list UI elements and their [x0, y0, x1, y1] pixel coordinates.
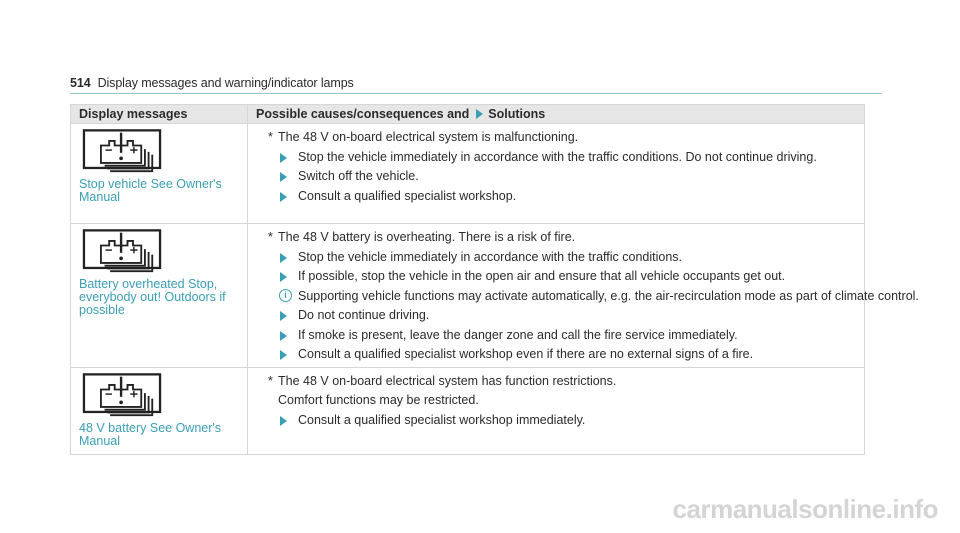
step-text: Consult a qualified specialist workshop. — [298, 188, 517, 203]
info-icon: i — [279, 289, 292, 302]
arrow-icon — [280, 192, 287, 202]
solution-cell — [248, 224, 919, 368]
solution-step — [268, 169, 864, 189]
arrow-icon — [280, 416, 287, 426]
cause-text: Comfort functions may be restricted. — [278, 393, 479, 407]
arrow-icon — [280, 350, 287, 360]
cause-line — [268, 230, 864, 250]
table-row — [71, 224, 865, 368]
arrow-icon — [476, 109, 483, 119]
solution-step — [268, 413, 864, 433]
arrow-icon — [280, 172, 287, 182]
solution-step — [268, 328, 864, 348]
info-note — [268, 288, 919, 309]
message-cell — [71, 124, 248, 224]
solution-step — [268, 308, 864, 328]
step-text: If possible, stop the vehicle in the open air and ensure that all vehicle occupants get out. — [298, 269, 786, 283]
solution-cell — [248, 367, 865, 454]
col-header-solutions-label: Solutions — [488, 107, 546, 121]
display-message-text: Battery overheated Stop, everybody out! Outdoors if possible — [79, 277, 226, 317]
message-cell — [71, 224, 248, 368]
table-row — [71, 367, 865, 454]
step-text: Switch off the vehicle. — [298, 169, 419, 183]
step-text: If smoke is present, leave the danger zone and call the fire service immediately. — [298, 327, 738, 342]
solution-cell — [248, 124, 865, 224]
battery-warning-icon — [79, 229, 165, 273]
cause-line — [268, 374, 864, 394]
solution-step — [268, 150, 864, 170]
step-text: Consult a qualified specialist workshop even if there are no external signs of a fire. — [298, 347, 754, 361]
arrow-icon — [280, 311, 287, 321]
solution-step — [268, 269, 864, 289]
footnote-star: * — [268, 230, 273, 244]
arrow-icon — [280, 331, 287, 341]
message-cell — [71, 367, 248, 454]
battery-warning-icon — [79, 373, 165, 417]
arrow-icon — [280, 272, 287, 282]
cause-continuation — [268, 393, 864, 413]
page-number: 514 — [70, 76, 91, 90]
page-title: Display messages and warning/indicator lamps — [97, 76, 354, 90]
arrow-icon — [280, 153, 287, 163]
note-text: Supporting vehicle functions may activate automatically, e.g. the air-recirculation mode as part of climate control. — [298, 288, 919, 303]
col-header-messages: Display messages — [71, 105, 248, 124]
display-messages-table — [70, 104, 919, 455]
display-message-text: 48 V battery See Owner's Manual — [79, 420, 222, 448]
col-header-causes — [248, 105, 865, 124]
display-message-text: Stop vehicle See Owner's Manual — [79, 177, 222, 204]
cause-text: The 48 V on-board electrical system has function restrictions. — [278, 373, 617, 388]
step-text: Consult a qualified specialist workshop immediately. — [298, 412, 586, 427]
battery-warning-icon — [79, 129, 165, 173]
solution-step — [268, 250, 864, 270]
step-text: Stop the vehicle immediately in accordance with the traffic conditions. Do not continue driving. — [298, 149, 817, 164]
footnote-star: * — [268, 373, 273, 388]
solution-step — [268, 347, 864, 367]
watermark: carmanualsonline.info — [672, 494, 938, 524]
cause-line — [268, 130, 864, 150]
page-header — [70, 76, 882, 94]
footnote-star: * — [268, 130, 273, 144]
col-header-causes-label: Possible causes/consequences and — [256, 107, 470, 121]
table-header-row — [71, 105, 865, 124]
cause-text: The 48 V battery is overheating. There is a risk of fire. — [278, 230, 576, 244]
step-text: Stop the vehicle immediately in accordance with the traffic conditions. — [298, 249, 682, 264]
table-row — [71, 124, 865, 224]
cause-text: The 48 V on-board electrical system is malfunctioning. — [278, 130, 579, 144]
solution-step — [268, 189, 864, 209]
step-text: Do not continue driving. — [298, 308, 430, 322]
arrow-icon — [280, 253, 287, 263]
